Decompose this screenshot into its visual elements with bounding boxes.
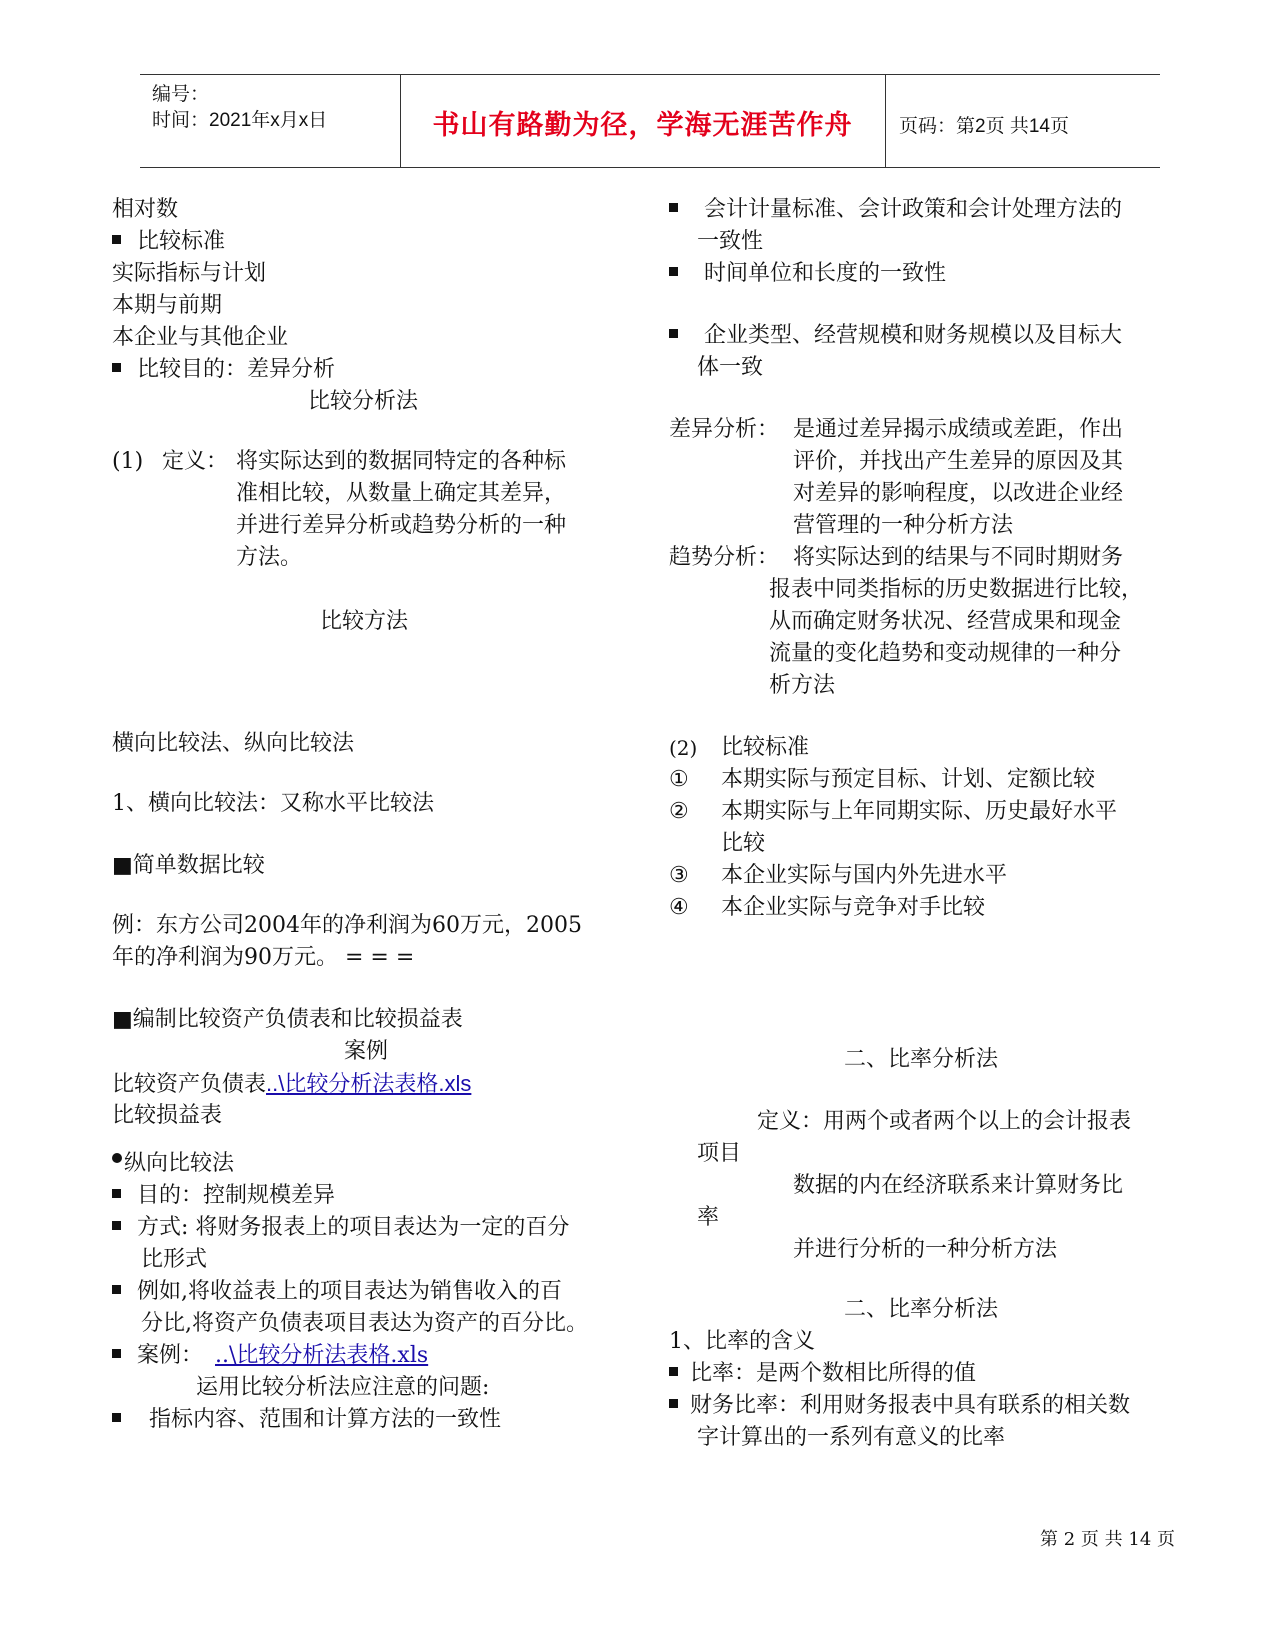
text-line: 本期与前期 (112, 293, 223, 318)
text-line: 横向比较法、纵向比较法 (112, 731, 355, 756)
bullet-text: 比较目的：差异分析 (137, 357, 336, 382)
bullet-text: 案例： (137, 1343, 204, 1368)
bullet-item (112, 1212, 569, 1244)
section-title: 二、比率分析法 (844, 1047, 999, 1072)
text-line: 1、横向比较法：又称水平比较法 (112, 791, 434, 816)
subsection-title: 1、比率的含义 (669, 1329, 815, 1354)
case-file-link[interactable]: ..\比较分析法表格.xls (215, 1343, 429, 1368)
definition-label: 定义： (162, 449, 229, 474)
trend-line: 将实际达到的结果与不同时期财务 (793, 545, 1124, 570)
trend-line: 从而确定财务状况、经营成果和现金 (769, 609, 1122, 634)
square-bullet-icon (669, 203, 678, 212)
example-line: 年的净利润为90万元。 = = = (112, 945, 415, 970)
square-bullet-icon (112, 363, 121, 372)
standard-number: (2) (669, 736, 698, 760)
standard-mark: ③ (669, 863, 689, 888)
text-line: ■简单数据比较 (112, 853, 265, 878)
text-line: 实际指标与计划 (112, 261, 267, 286)
section-title: 比较分析法 (308, 389, 419, 414)
page-footer: 第 2 页 共 14 页 (1040, 1529, 1175, 1550)
standard-mark: ② (669, 799, 689, 824)
diff-line: 营管理的一种分析方法 (793, 513, 1014, 538)
definition-line: 准相比较，从数量上确定其差异， (236, 481, 567, 506)
bullet-text: 比较标准 (137, 229, 226, 254)
standard-mark: ① (669, 767, 689, 792)
balance-label: 比较资产负债表 (112, 1072, 267, 1097)
square-bullet-icon (112, 235, 121, 244)
trend-line: 报表中同类指标的历史数据进行比较， (769, 577, 1144, 602)
ratio-definition-line: 率 (697, 1205, 720, 1230)
bullet-text: 目的：控制规模差异 (137, 1183, 336, 1208)
bullet-item (669, 320, 1122, 352)
page-header (140, 74, 1160, 168)
ratio-definition-line: 定义：用两个或者两个以上的会计报表 (757, 1109, 1132, 1134)
bullet-item (112, 226, 225, 258)
bullet-item (112, 1404, 501, 1436)
bullet-item (669, 258, 946, 290)
standard-mark: ④ (669, 895, 689, 920)
standard-item: 本企业实际与竞争对手比较 (721, 895, 986, 920)
case-title: 案例 (344, 1039, 389, 1064)
section-title: 比较方法 (320, 609, 409, 634)
bullet-item (112, 1276, 562, 1308)
bullet-item (112, 354, 335, 386)
ratio-definition-line: 项目 (697, 1141, 742, 1166)
bullet-item (669, 1390, 1130, 1422)
header-time: 时间：2021年x月x日 (152, 110, 328, 131)
bullet-item (112, 1180, 335, 1212)
trend-label: 趋势分析： (669, 545, 780, 570)
bullet-text: 时间单位和长度的一致性 (704, 261, 947, 286)
ratio-definition-line: 并进行分析的一种分析方法 (793, 1237, 1058, 1262)
square-bullet-icon (112, 1285, 121, 1294)
bullet-continuation: 比形式 (141, 1247, 208, 1272)
square-bullet-icon (112, 1349, 121, 1358)
diff-label: 差异分析： (669, 417, 780, 442)
standard-item-continuation: 比较 (721, 831, 766, 856)
text-line: 相对数 (112, 197, 179, 222)
diff-line: 对差异的影响程度，以改进企业经 (793, 481, 1124, 506)
diff-line: 是通过差异揭示成绩或差距，作出 (793, 417, 1124, 442)
header-motto-cell (400, 75, 886, 167)
square-bullet-icon (669, 1367, 678, 1376)
example-line: 例：东方公司2004年的净利润为60万元，2005 (112, 913, 582, 938)
ratio-definition-line: 数据的内在经济联系来计算财务比 (793, 1173, 1124, 1198)
bullet-text: 企业类型、经营规模和财务规模以及目标大 (704, 323, 1123, 348)
definition-number: (1) (112, 449, 144, 474)
bullet-item (112, 1340, 428, 1372)
standard-item: 本期实际与预定目标、计划、定额比较 (721, 767, 1096, 792)
square-bullet-icon (669, 1399, 678, 1408)
bullet-continuation: 分比,将资产负债表项目表达为资产的百分比。 (141, 1311, 588, 1336)
balance-line (112, 1068, 471, 1101)
header-page-number: 页码：第2页 共14页 (899, 116, 1069, 137)
trend-line: 析方法 (769, 673, 836, 698)
bullet-text: 财务比率：利用财务报表中具有联系的相关数 (690, 1393, 1131, 1418)
dot-bullet-item (112, 1148, 234, 1180)
standard-item: 本期实际与上年同期实际、历史最好水平 (721, 799, 1118, 824)
header-meta (140, 75, 401, 167)
bullet-continuation: 一致性 (697, 229, 764, 254)
square-bullet-icon (669, 267, 678, 276)
bullet-text: 纵向比较法 (124, 1151, 235, 1176)
bullet-continuation: 字计算出的一系列有意义的比率 (697, 1425, 1006, 1450)
bullet-text: 比率：是两个数相比所得的值 (690, 1361, 977, 1386)
bullet-text: 指标内容、范围和计算方法的一致性 (149, 1407, 502, 1432)
section-title: 二、比率分析法 (844, 1297, 999, 1322)
bullet-text: 方式: 将财务报表上的项目表达为一定的百分 (137, 1215, 570, 1240)
diff-line: 评价，并找出产生差异的原因及其 (793, 449, 1124, 474)
definition-line: 方法。 (236, 545, 303, 570)
text-line: 比较损益表 (112, 1103, 223, 1128)
definition-line: 将实际达到的数据同特定的各种标 (236, 449, 567, 474)
header-number: 编号： (152, 84, 210, 105)
text-line: ■编制比较资产负债表和比较损益表 (112, 1007, 463, 1032)
round-bullet-icon (112, 1153, 122, 1163)
bullet-item (669, 194, 1122, 226)
text-line: 本企业与其他企业 (112, 325, 289, 350)
square-bullet-icon (112, 1189, 121, 1198)
square-bullet-icon (112, 1413, 121, 1422)
bullet-continuation: 体一致 (697, 355, 764, 380)
trend-line: 流量的变化趋势和变动规律的一种分 (769, 641, 1122, 666)
header-motto: 书山有路勤为径，学海无涯苦作舟 (432, 110, 853, 141)
bullet-text: 会计计量标准、会计政策和会计处理方法的 (704, 197, 1123, 222)
bullet-text: 例如,将收益表上的项目表达为销售收入的百 (137, 1279, 562, 1304)
note-title: 运用比较分析法应注意的问题: (196, 1375, 490, 1400)
header-page-cell (885, 75, 1160, 167)
square-bullet-icon (669, 329, 678, 338)
standard-item: 本企业实际与国内外先进水平 (721, 863, 1008, 888)
balance-file-link[interactable]: ..\比较分析法表格.xls (266, 1071, 472, 1096)
definition-line: 并进行差异分析或趋势分析的一种 (236, 513, 567, 538)
square-bullet-icon (112, 1221, 121, 1230)
standard-title: 比较标准 (721, 735, 810, 760)
bullet-item (669, 1358, 976, 1390)
